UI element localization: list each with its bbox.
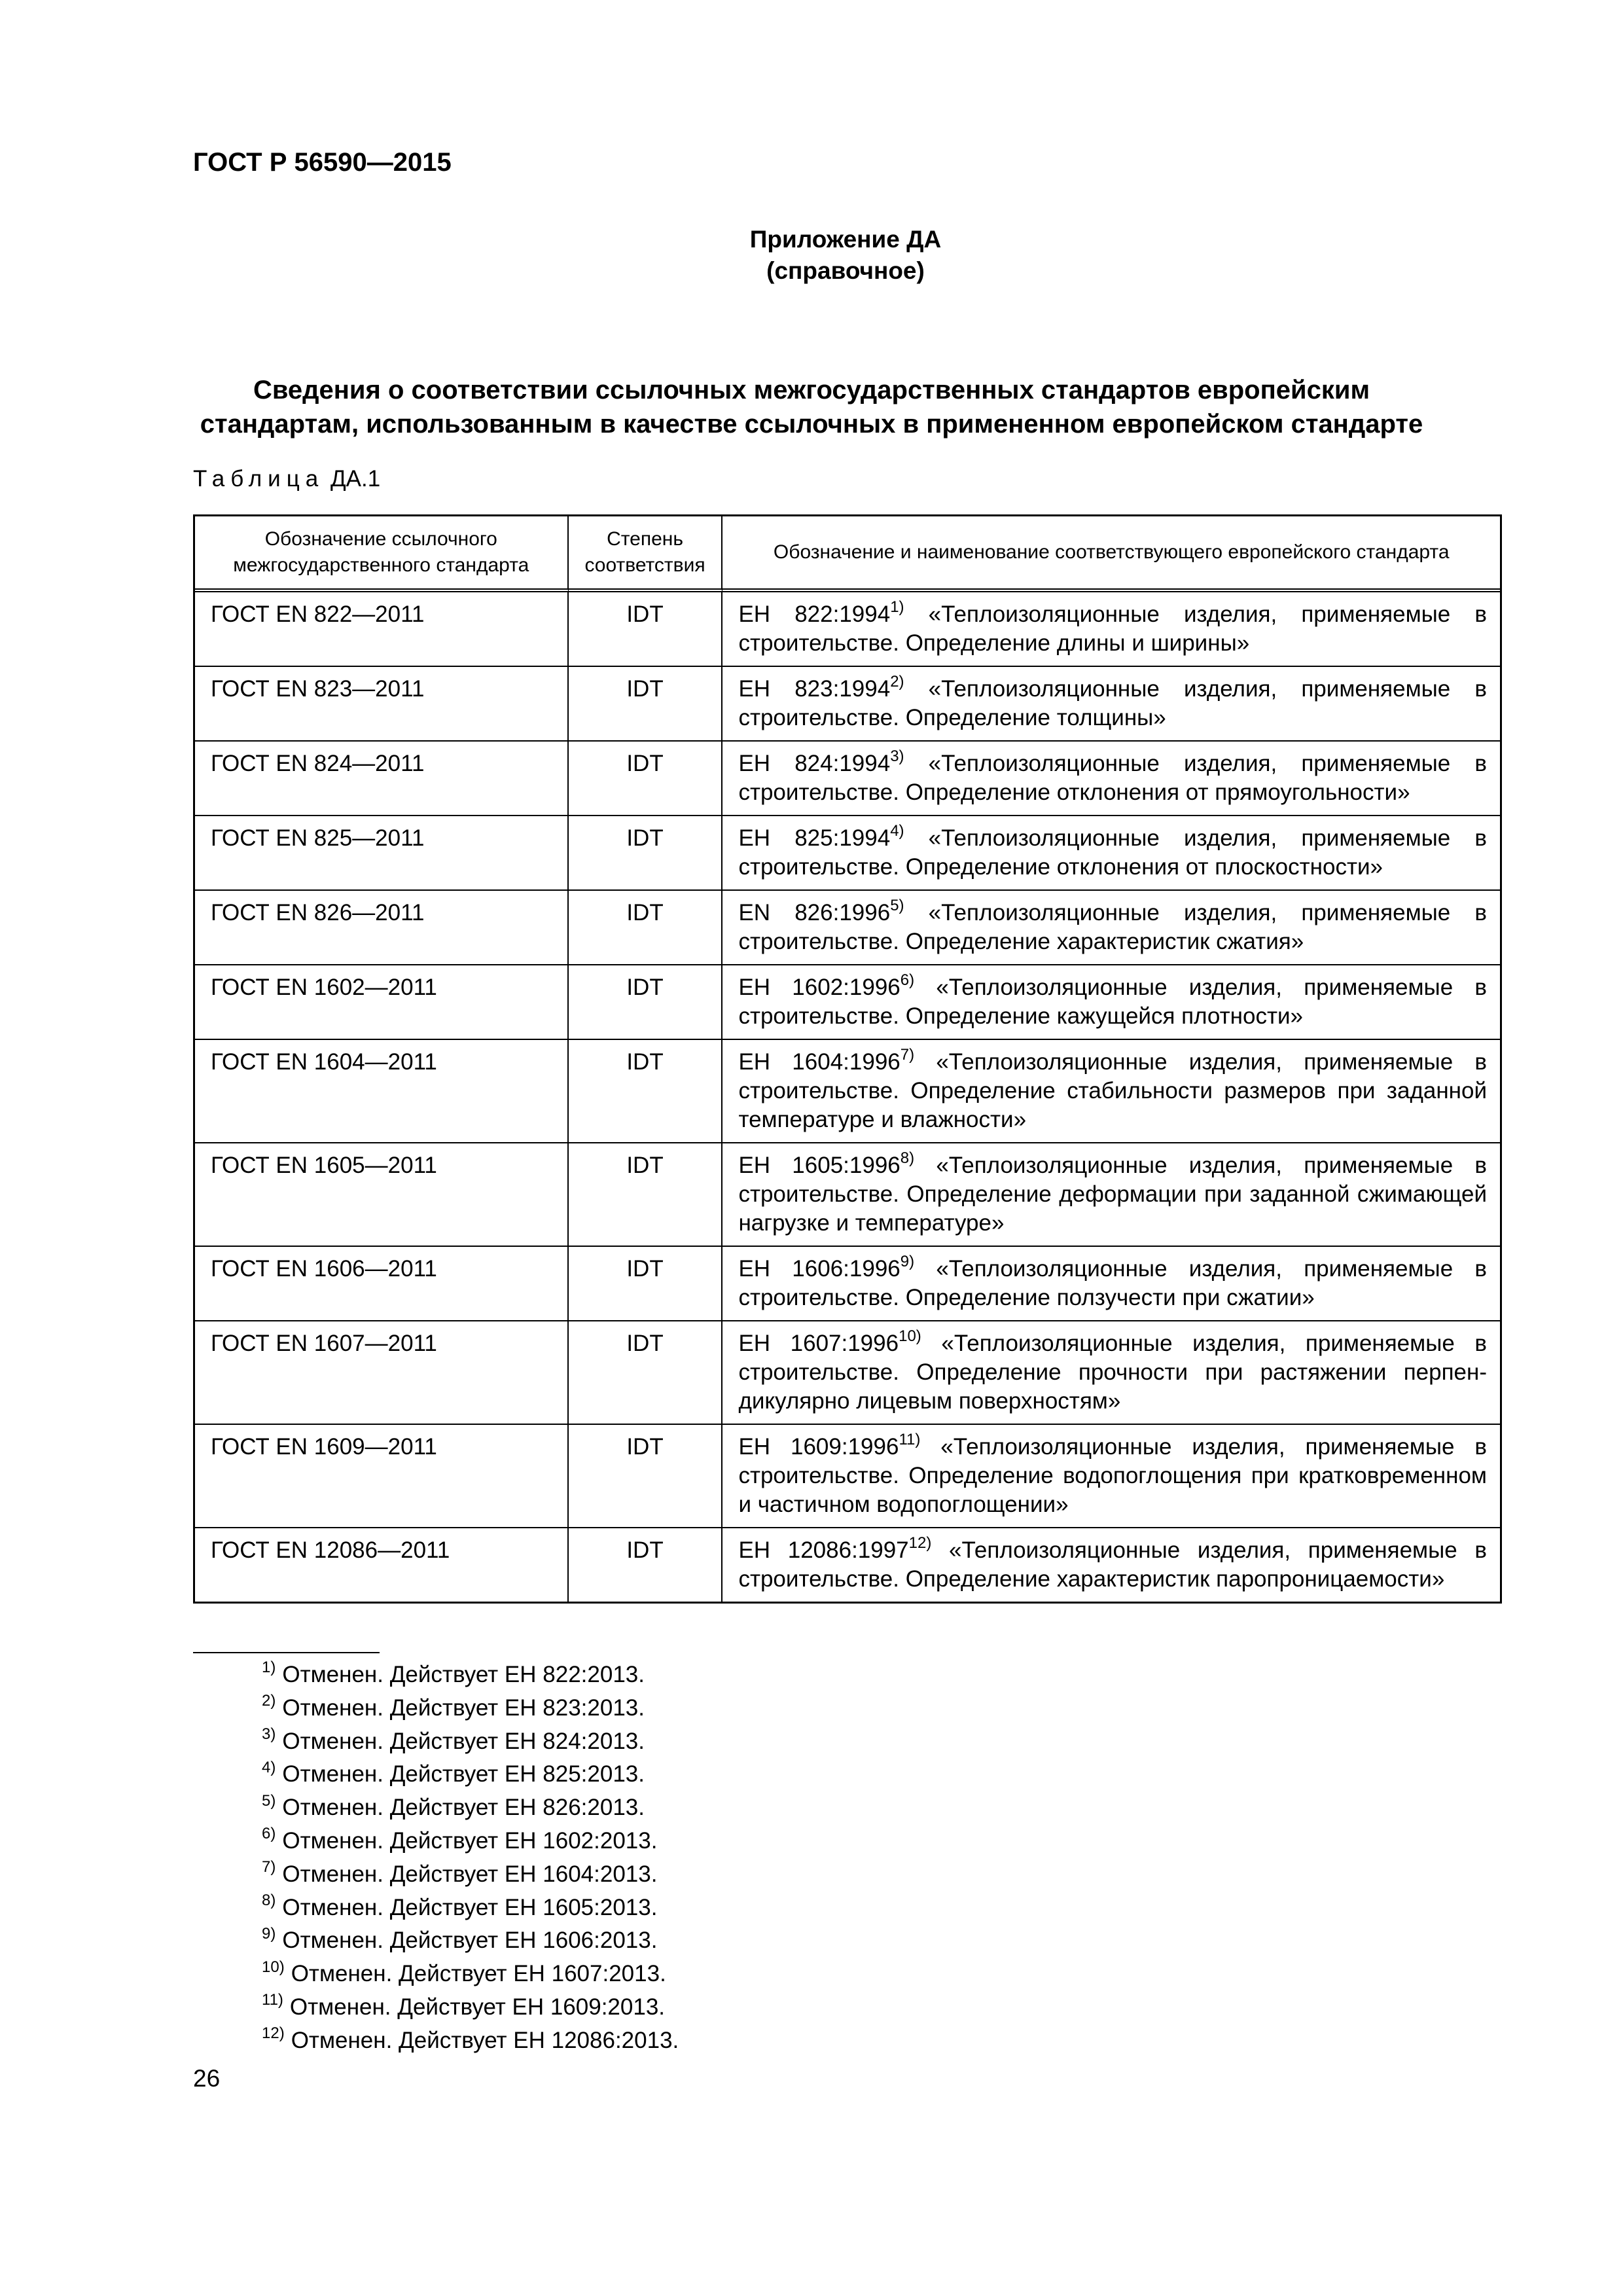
cell-interstate-standard: ГОСТ EN 1606—2011	[195, 1247, 569, 1321]
cell-european-standard	[722, 742, 1500, 816]
footnote-text: Отменен. Действует ЕН 823:2013.	[282, 1695, 645, 1721]
annex-heading	[0, 224, 1623, 287]
footnote-mark: 3)	[262, 1725, 276, 1743]
cell-interstate-standard: ГОСТ EN 12086—2011	[195, 1528, 569, 1602]
footnote-mark: 10)	[262, 1958, 285, 1976]
footnote-marker: 8)	[900, 1149, 915, 1168]
footnote-item	[262, 1725, 679, 1759]
footnote-mark: 6)	[262, 1825, 276, 1843]
table-row	[195, 1143, 1500, 1247]
section-title	[0, 373, 1623, 441]
cell-interstate-standard: ГОСТ EN 822—2011	[195, 592, 569, 667]
footnote-marker: 1)	[890, 598, 904, 617]
european-standard-ref: ЕН 1602:1996	[738, 975, 901, 1000]
table-row	[195, 742, 1500, 816]
footnote-item	[262, 1958, 679, 1991]
footnote-item	[262, 1825, 679, 1858]
cell-interstate-standard: ГОСТ EN 1609—2011	[195, 1425, 569, 1528]
footnote-text: Отменен. Действует ЕН 12086:2013.	[291, 2027, 679, 2053]
footnote-marker: 5)	[890, 897, 904, 915]
table-caption	[193, 466, 380, 492]
european-standard-title: «Теплоизоляционные изделия, применяемые в строительстве. Определение отклонения от прямоугольности»	[738, 751, 1488, 805]
footnote-text: Отменен. Действует ЕН 1605:2013.	[282, 1894, 658, 1920]
european-standard-title: «Теплоизоляционные изделия, применяемые в строительстве. Определение стабильности размеров при заданной температуре и влажности»	[738, 1049, 1487, 1132]
footnote-marker: 12)	[908, 1534, 932, 1552]
table-row	[195, 592, 1500, 667]
table-row	[195, 1321, 1500, 1425]
footnote-text: Отменен. Действует ЕН 1607:2013.	[291, 1961, 666, 1987]
footnote-item	[262, 1758, 679, 1791]
table-row	[195, 891, 1500, 965]
table-body	[195, 592, 1500, 1602]
cell-european-standard	[722, 1143, 1500, 1247]
cell-european-standard	[722, 1321, 1500, 1425]
european-standard-ref: ЕН 822:1994	[738, 601, 891, 627]
footnote-mark: 2)	[262, 1692, 276, 1710]
footnote-item	[262, 1991, 679, 2024]
european-standard-title: «Теплоизоляционные изделия, применяемые в строительстве. Определение деформации при заданной сжимающей нагрузке и температуре»	[738, 1153, 1487, 1236]
table-row	[195, 816, 1500, 891]
footnote-text: Отменен. Действует ЕН 825:2013.	[282, 1761, 645, 1787]
cell-degree: IDT	[569, 1321, 723, 1425]
cell-interstate-standard: ГОСТ EN 1604—2011	[195, 1040, 569, 1143]
cell-degree: IDT	[569, 742, 723, 816]
cell-european-standard	[722, 965, 1500, 1040]
footnote-marker: 7)	[900, 1046, 915, 1064]
cell-degree: IDT	[569, 1425, 723, 1528]
cell-degree: IDT	[569, 1528, 723, 1602]
footnote-item	[262, 1892, 679, 1925]
footnote-text: Отменен. Действует ЕН 824:2013.	[282, 1728, 645, 1754]
footnote-marker: 2)	[890, 673, 904, 691]
footnote-text: Отменен. Действует ЕН 826:2013.	[282, 1795, 645, 1821]
cell-degree: IDT	[569, 891, 723, 965]
footnote-text: Отменен. Действует ЕН 822:2013.	[282, 1662, 645, 1687]
european-standard-ref: ЕН 1605:1996	[738, 1153, 901, 1178]
footnote-text: Отменен. Действует ЕН 1602:2013.	[282, 1827, 658, 1854]
footnote-mark: 8)	[262, 1891, 276, 1909]
european-standard-title: «Теплоизоляционные изделия, применяемые в строительстве. Определение характеристик паропроницаемости»	[738, 1537, 1487, 1592]
footnote-item	[262, 1858, 679, 1892]
table-row	[195, 965, 1500, 1040]
annex-subtitle: (справочное)	[766, 257, 925, 284]
cell-european-standard	[722, 592, 1500, 667]
cell-interstate-standard: ГОСТ EN 1607—2011	[195, 1321, 569, 1425]
table-row	[195, 1247, 1500, 1321]
footnote-item	[262, 1924, 679, 1958]
cell-interstate-standard: ГОСТ EN 824—2011	[195, 742, 569, 816]
european-standard-ref: ЕН 825:1994	[738, 825, 891, 851]
footnote-mark: 9)	[262, 1924, 276, 1943]
european-standard-ref: EN 826:1996	[738, 900, 891, 925]
european-standard-title: «Теплоизоляционные изделия, применяемые в строительстве. Определение прочности при растяжении перпендикулярно лицевым поверхностям»	[738, 1331, 1488, 1414]
section-title-line-1: Сведения о соответствии ссылочных межгосударственных стандартов европейским	[253, 376, 1370, 404]
footnote-text: Отменен. Действует ЕН 1604:2013.	[282, 1861, 658, 1887]
footnote-mark: 7)	[262, 1858, 276, 1876]
table-row	[195, 1528, 1500, 1602]
european-standard-ref: ЕН 1607:1996	[738, 1331, 899, 1356]
footnote-mark: 11)	[262, 1991, 283, 2009]
table-caption-number: ДА.1	[330, 466, 381, 492]
european-standard-title: «Теплоизоляционные изделия, применяемые в строительстве. Определение ползучести при сжатии»	[738, 1256, 1487, 1310]
european-standard-title: «Теплоизоляционные изделия, применяемые в строительстве. Определение отклонения от плоскостности»	[738, 825, 1488, 880]
footnote-item	[262, 1659, 679, 1692]
cell-degree: IDT	[569, 592, 723, 667]
european-standard-title: «Теплоизоляционные изделия, применяемые в строительстве. Определение кажущейся плотности»	[738, 975, 1487, 1029]
cell-degree: IDT	[569, 1040, 723, 1143]
cell-european-standard	[722, 1528, 1500, 1602]
cell-european-standard	[722, 891, 1500, 965]
column-header-interstate-standard: Обозначение ссылочного межгосударственного стандарта	[195, 516, 569, 592]
european-standard-ref: ЕН 1606:1996	[738, 1256, 901, 1282]
footnote-mark: 5)	[262, 1791, 276, 1810]
cell-degree: IDT	[569, 1143, 723, 1247]
cell-interstate-standard: ГОСТ EN 825—2011	[195, 816, 569, 891]
footnote-mark: 12)	[262, 2024, 285, 2043]
cell-degree: IDT	[569, 965, 723, 1040]
annex-title: Приложение ДА	[749, 226, 942, 253]
footnote-separator	[193, 1652, 380, 1653]
european-standard-ref: ЕН 823:1994	[738, 676, 891, 702]
table-row	[195, 667, 1500, 742]
table-caption-word: Таблица	[193, 466, 325, 492]
cell-interstate-standard: ГОСТ EN 1602—2011	[195, 965, 569, 1040]
column-header-european-standard: Обозначение и наименование соответствующего европейского стандарта	[722, 516, 1500, 592]
cell-european-standard	[722, 1040, 1500, 1143]
european-standard-ref: ЕН 12086:1997	[738, 1537, 909, 1563]
section-title-line-2: стандартам, использованным в качестве ссылочных в примененном европейском стандарте	[200, 410, 1423, 439]
footnote-mark: 4)	[262, 1758, 276, 1776]
document-code: ГОСТ Р 56590—2015	[193, 148, 452, 177]
cell-interstate-standard: ГОСТ EN 1605—2011	[195, 1143, 569, 1247]
cell-interstate-standard: ГОСТ EN 826—2011	[195, 891, 569, 965]
footnote-marker: 4)	[890, 822, 904, 840]
cell-degree: IDT	[569, 1247, 723, 1321]
european-standard-ref: ЕН 1604:1996	[738, 1049, 901, 1075]
footnote-marker: 11)	[899, 1431, 921, 1449]
footnote-mark: 1)	[262, 1659, 276, 1677]
cell-european-standard	[722, 1247, 1500, 1321]
cell-european-standard	[722, 667, 1500, 742]
cell-interstate-standard: ГОСТ EN 823—2011	[195, 667, 569, 742]
european-standard-title: «Теплоизоляционные изделия, применяемые в строительстве. Определение водопоглощения при кратковременном и частичном водопоглощении»	[738, 1434, 1487, 1517]
table-row	[195, 1425, 1500, 1528]
footnote-marker: 10)	[899, 1327, 921, 1346]
table-header-row	[195, 516, 1500, 592]
footnote-marker: 3)	[890, 747, 904, 766]
footnote-item	[262, 1791, 679, 1825]
european-standard-ref: ЕН 824:1994	[738, 751, 891, 776]
standards-table	[193, 514, 1502, 1604]
footnotes	[262, 1659, 679, 2058]
cell-european-standard	[722, 1425, 1500, 1528]
footnote-marker: 9)	[900, 1253, 915, 1271]
table-row	[195, 1040, 1500, 1143]
european-standard-title: «Теплоизоляционные изделия, применяемые в строительстве. Определение длины и ширины»	[738, 601, 1488, 656]
cell-european-standard	[722, 816, 1500, 891]
cell-degree: IDT	[569, 667, 723, 742]
cell-degree: IDT	[569, 816, 723, 891]
footnote-text: Отменен. Действует ЕН 1606:2013.	[282, 1928, 658, 1954]
footnote-text: Отменен. Действует ЕН 1609:2013.	[289, 1994, 666, 2020]
european-standard-title: «Теплоизоляционные изделия, применяемые в строительстве. Определение толщины»	[738, 676, 1488, 730]
footnote-item	[262, 1692, 679, 1725]
page-number: 26	[193, 2065, 221, 2092]
footnote-item	[262, 2024, 679, 2058]
european-standard-ref: ЕН 1609:1996	[738, 1434, 899, 1460]
footnote-marker: 6)	[900, 971, 915, 990]
european-standard-title: «Теплоизоляционные изделия, применяемые в строительстве. Определение характеристик сжатия»	[738, 900, 1488, 954]
column-header-degree: Степень соответствия	[569, 516, 723, 592]
